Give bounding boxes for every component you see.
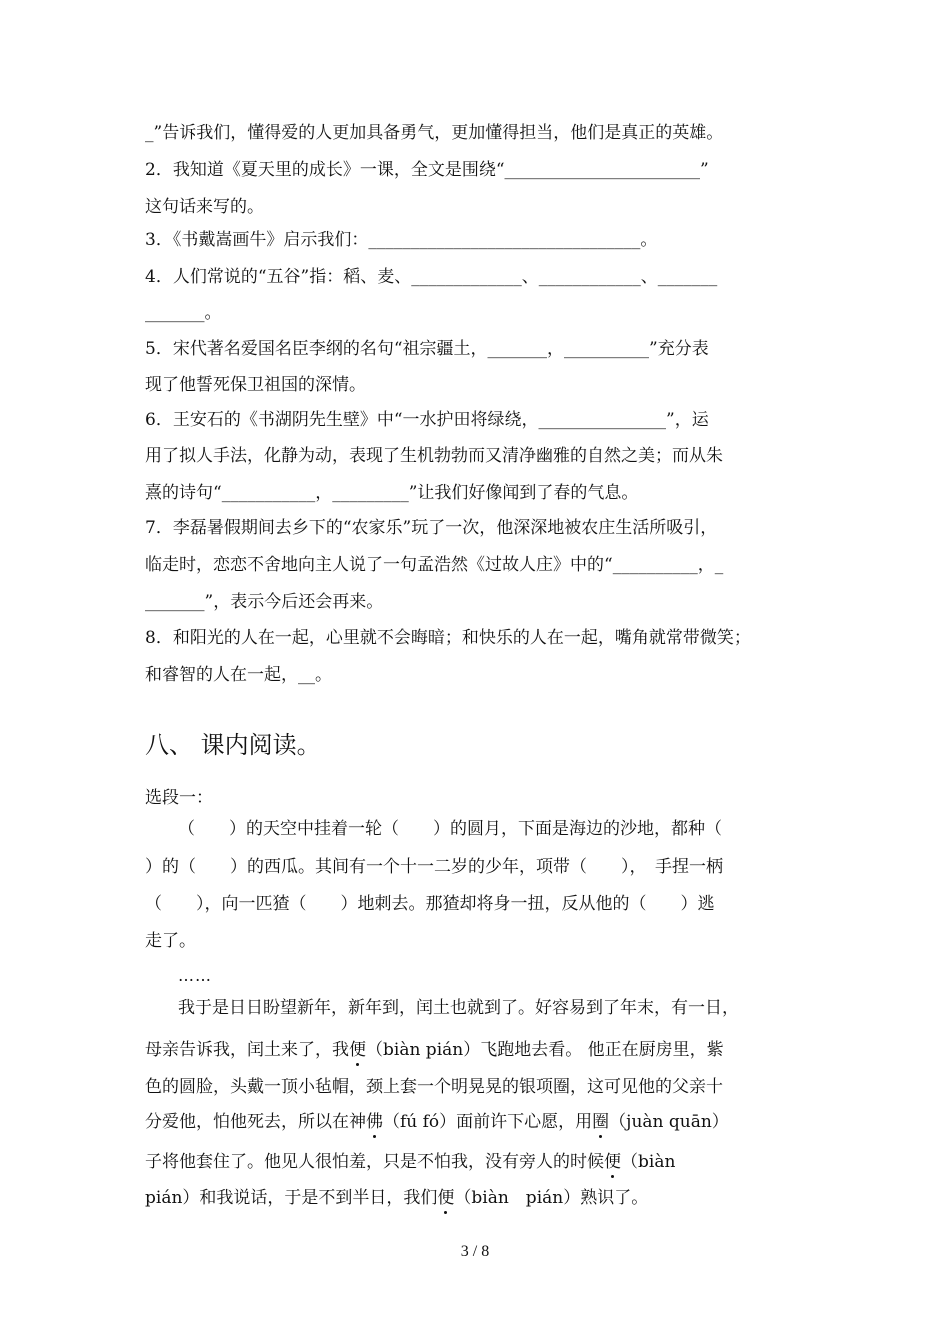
question-line-1: _”告诉我们，懂得爱的人更加具备勇气，更加懂得担当，他们是真正的英雄。 — [145, 123, 724, 143]
question-line-4: 3．《书戴嵩画牛》启示我们：________________________________。 — [145, 230, 658, 250]
question-line-8: 现了他誓死保卫祖国的深情。 — [145, 375, 366, 395]
passage2-line-3: 色的圆脸，头戴一顶小毡帽，颈上套一个明晃晃的银项圈，这可见他的父亲十 — [145, 1077, 723, 1097]
question-line-7: 5．宋代著名爱国名臣李纲的名句“祖宗疆土，_______，__________”充分表 — [145, 339, 709, 359]
passage2-line-2 — [145, 1039, 724, 1061]
question-line-6: _______。 — [145, 303, 222, 323]
passage2-line-6 — [145, 1187, 648, 1209]
question-line-15: 8．和阳光的人在一起，心里就不会晦暗；和快乐的人在一起，嘴角就常带微笑； — [145, 628, 751, 648]
question-line-2: 2．我知道《夏天里的成长》一课，全文是围绕“_______________________” — [145, 160, 709, 180]
passage-label: 选段一： — [145, 788, 213, 808]
passage2-line-1: 我于是日日盼望新年，新年到，闰土也就到了。好容易到了年末，有一日， — [178, 998, 739, 1018]
question-line-14: _______”，表示今后还会再来。 — [145, 592, 384, 612]
question-line-3: 这句话来写的。 — [145, 197, 264, 217]
page-number: 3 / 8 — [460, 1243, 490, 1260]
passage1-line-2: ）的（ ）的西瓜。其间有一个十一二岁的少年，项带（ ）， 手捏一柄 — [145, 857, 723, 877]
question-line-11: 熹的诗句“___________，_________”让我们好像闻到了春的气息。 — [145, 483, 639, 503]
text-segment: （biàn pián）熟识了。 — [454, 1188, 649, 1208]
question-line-13: 临走时，恋恋不舍地向主人说了一句孟浩然《过故人庄》中的“__________，_ — [145, 555, 724, 575]
text-segment: 子将他套住了。他见人很怕羞，只是不怕我，没有旁人的时候 — [145, 1152, 604, 1172]
question-line-12: 7．李磊暑假期间去乡下的“农家乐”玩了一次，他深深地被农庄生活所吸引， — [145, 518, 718, 538]
passage1-line-3: （ ），向一匹猹（ ）地刺去。那猹却将身一扭，反从他的（ ）逃 — [145, 894, 715, 914]
section-heading: 八、 课内阅读。 — [145, 731, 321, 759]
dotted-character: 便 — [437, 1188, 455, 1208]
ellipsis: …… — [178, 966, 212, 985]
passage1-line-4: 走了。 — [145, 931, 196, 951]
question-line-10: 用了拟人手法，化静为动，表现了生机勃勃而又清净幽雅的自然之美；而从朱 — [145, 446, 723, 466]
text-segment: （juàn quān） — [609, 1112, 729, 1132]
dotted-character: 便 — [604, 1152, 621, 1172]
passage2-line-4 — [145, 1111, 729, 1133]
dotted-character: 圈 — [592, 1112, 610, 1132]
text-segment: （biàn — [621, 1152, 676, 1172]
text-segment: 母亲告诉我，闰土来了，我 — [145, 1040, 349, 1060]
question-line-9: 6．王安石的《书湖阴先生壁》中“一水护田将绿绕，_______________”，运 — [145, 410, 709, 430]
text-segment: （biàn pián）飞跑地去看。 他正在厨房里，紫 — [366, 1040, 724, 1060]
question-line-5: 4．人们常说的“五谷”指：稻、麦、_____________、____________、_______ — [145, 267, 718, 287]
text-segment: （fú fó）面前许下心愿，用 — [383, 1112, 593, 1132]
dotted-character: 佛 — [366, 1112, 383, 1132]
passage1-line-1: （ ）的天空中挂着一轮（ ）的圆月，下面是海边的沙地，都种（ — [178, 819, 722, 839]
question-line-16: 和睿智的人在一起，__。 — [145, 665, 332, 685]
passage2-line-5 — [145, 1151, 675, 1173]
dotted-character: 便 — [349, 1040, 366, 1060]
text-segment: pián）和我说话，于是不到半日，我们 — [145, 1188, 438, 1208]
text-segment: 分爱他，怕他死去，所以在神 — [145, 1112, 366, 1132]
